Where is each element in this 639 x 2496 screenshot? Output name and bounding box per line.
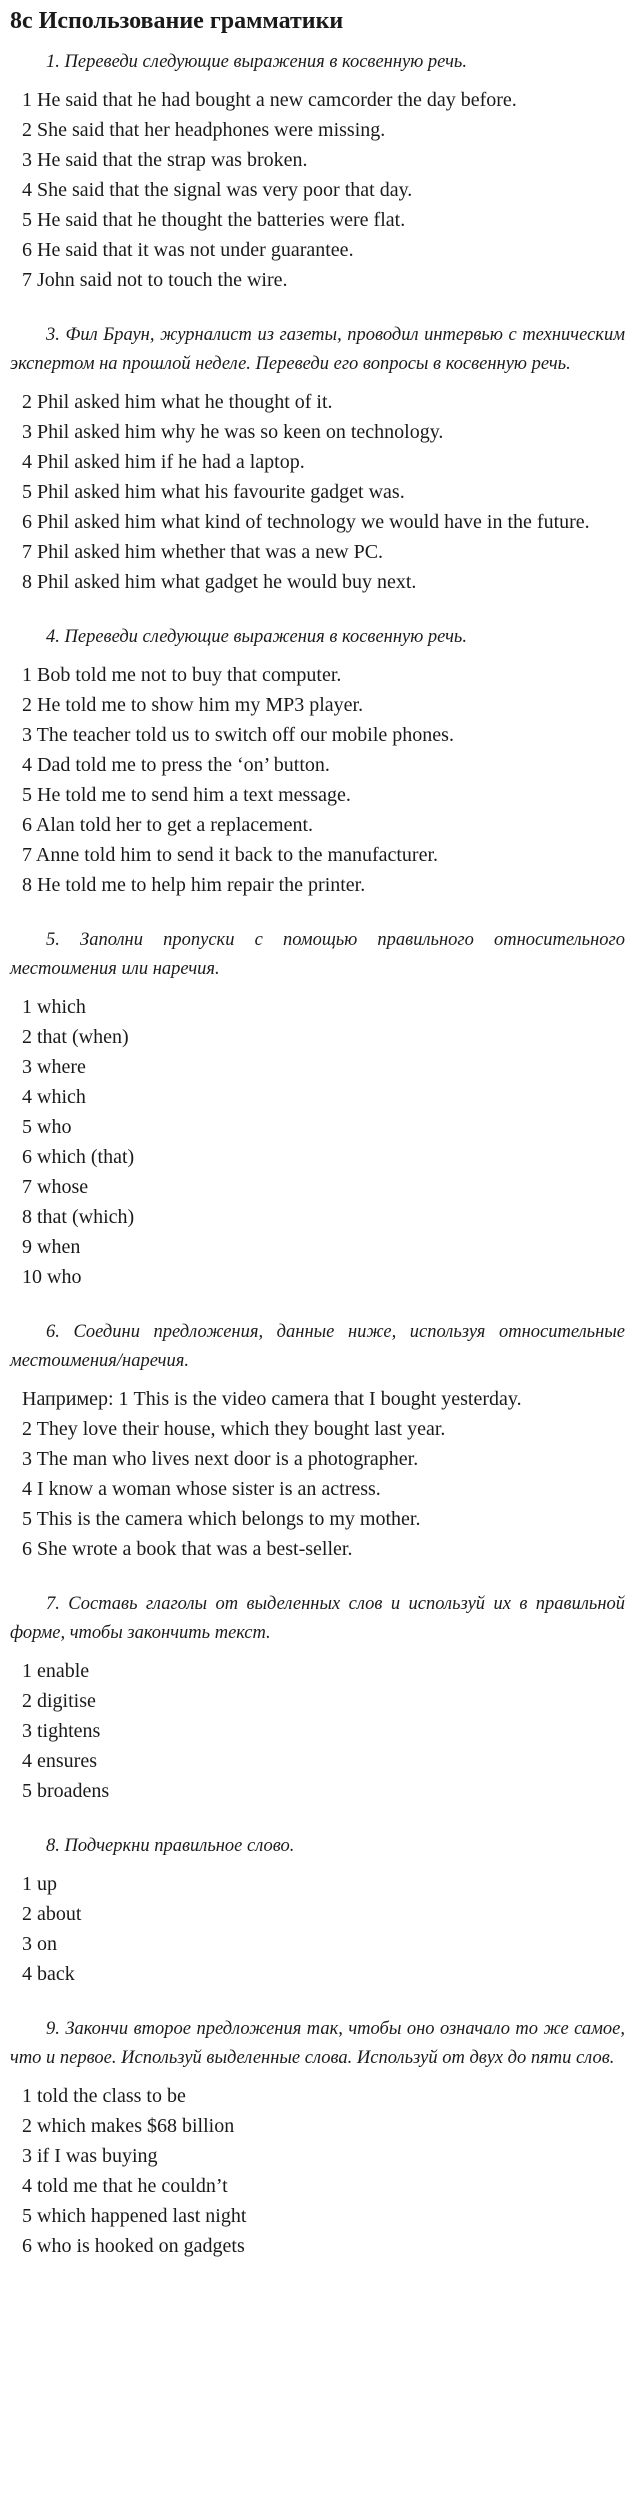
answer-line: Например: 1 This is the video camera that I bought yesterday. [22,1388,522,1410]
exercise-sections [10,48,625,2261]
exercise-instruction: 5. Заполни пропуски с помощью правильного относительного местоимения или наречия. [10,930,625,979]
exercise-instruction: 1. Переведи следующие выражения в косвенную речь. [46,52,467,72]
page-title: 8c Использование грамматики [10,8,344,34]
exercise-instruction: 7. Составь глаголы от выделенных слов и используй их в правильной форме, чтобы закончить текст. [10,1594,625,1643]
exercise-section [10,926,625,1292]
answer-list [10,1869,625,1989]
exercise-instruction: 8. Подчеркни правильное слово. [46,1836,295,1856]
answer-line: 2 about [22,1903,82,1925]
answer-line: 2 They love their house, which they bought last year. [22,1418,446,1440]
answer-line: 4 which [22,1086,86,1108]
exercise-section [10,623,625,900]
answer-line: 2 digitise [22,1690,96,1712]
answer-line: 3 where [22,1056,86,1078]
exercise-section [10,2015,625,2261]
answer-line: 6 which (that) [22,1146,135,1168]
answer-line: 2 which makes $68 billion [22,2115,235,2137]
answer-line: 5 He said that he thought the batteries were flat. [22,209,406,231]
answer-line: 4 Dad told me to press the ‘on’ button. [22,754,330,776]
exercise-section [10,1318,625,1564]
answer-line: 3 tightens [22,1720,101,1742]
answer-line: 4 I know a woman whose sister is an actress. [22,1478,381,1500]
answer-list [10,1384,625,1564]
answer-line: 7 whose [22,1176,89,1198]
answer-line: 2 She said that her headphones were missing. [22,119,386,141]
answer-line: 6 Phil asked him what kind of technology we would have in the future. [22,511,590,533]
answer-line: 7 Anne told him to send it back to the manufacturer. [22,844,439,866]
answer-line: 5 broadens [22,1780,110,1802]
answer-list [10,1656,625,1806]
answer-line: 4 told me that he couldn’t [22,2175,228,2197]
answer-line: 1 up [22,1873,57,1895]
answer-line: 4 back [22,1963,75,1985]
answer-list [10,2081,625,2261]
exercise-section [10,321,625,597]
answer-line: 3 Phil asked him why he was so keen on technology. [22,421,444,443]
exercise-section [10,48,625,295]
answer-line: 6 He said that it was not under guarantee. [22,239,354,261]
answer-line: 5 which happened last night [22,2205,247,2227]
answer-list [10,660,625,900]
answer-line: 5 This is the camera which belongs to my mother. [22,1508,421,1530]
answer-line: 6 who is hooked on gadgets [22,2235,245,2257]
answer-line: 1 Bob told me not to buy that computer. [22,664,342,686]
answer-line: 1 enable [22,1660,90,1682]
answer-line: 2 that (when) [22,1026,129,1048]
answer-line: 7 John said not to touch the wire. [22,269,288,291]
exercise-section [10,1590,625,1806]
answer-list [10,85,625,295]
answer-line: 3 if I was buying [22,2145,158,2167]
answer-line: 9 when [22,1236,81,1258]
answer-line: 6 Alan told her to get a replacement. [22,814,314,836]
exercise-instruction: 3. Фил Браун, журналист из газеты, проводил интервью с техническим экспертом на прошлой неделе. Переведи его вопросы в косвенную речь. [10,325,625,374]
exercise-instruction: 4. Переведи следующие выражения в косвенную речь. [46,627,467,647]
answer-line: 3 The man who lives next door is a photographer. [22,1448,419,1470]
exercise-instruction: 9. Закончи второе предложения так, чтобы оно означало то же самое, что и первое. Используй выделенные слова. Используй от двух до пяти слов. [10,2019,625,2068]
answer-line: 2 Phil asked him what he thought of it. [22,391,333,413]
answer-line: 8 that (which) [22,1206,135,1228]
answer-line: 4 Phil asked him if he had a laptop. [22,451,305,473]
answer-line: 5 Phil asked him what his favourite gadget was. [22,481,405,503]
answer-line: 8 He told me to help him repair the printer. [22,874,366,896]
answer-line: 1 He said that he had bought a new camcorder the day before. [22,89,517,111]
answer-list [10,992,625,1292]
answer-line: 1 which [22,996,86,1018]
exercise-section [10,1832,625,1989]
exercise-instruction: 6. Соедини предложения, данные ниже, используя относительные местоимения/наречия. [10,1322,625,1371]
answer-line: 3 on [22,1933,57,1955]
answer-line: 8 Phil asked him what gadget he would buy next. [22,571,417,593]
answer-line: 5 who [22,1116,72,1138]
answer-line: 3 The teacher told us to switch off our mobile phones. [22,724,454,746]
answer-line: 10 who [22,1266,82,1288]
answer-line: 5 He told me to send him a text message. [22,784,351,806]
answer-line: 4 She said that the signal was very poor that day. [22,179,413,201]
answer-line: 2 He told me to show him my MP3 player. [22,694,364,716]
answer-list [10,387,625,597]
answer-line: 4 ensures [22,1750,97,1772]
answer-line: 7 Phil asked him whether that was a new PC. [22,541,384,563]
answer-line: 1 told the class to be [22,2085,186,2107]
answer-line: 3 He said that the strap was broken. [22,149,308,171]
answer-line: 6 She wrote a book that was a best-seller. [22,1538,353,1560]
